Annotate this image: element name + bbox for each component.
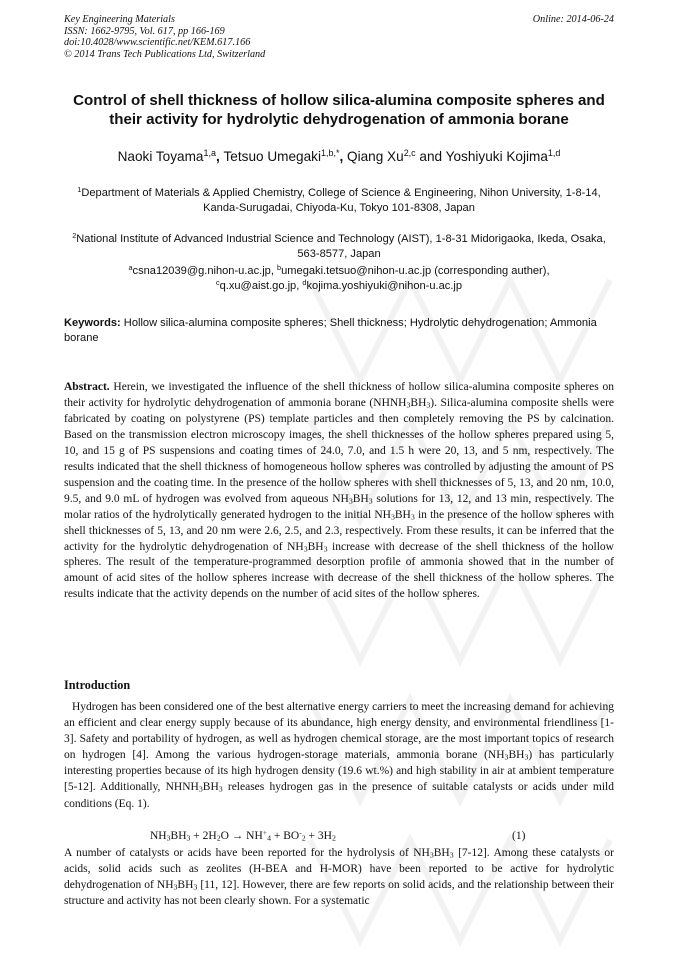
intro-text: [7-12]. Among these catalysts or acids, solid acids such as zeolites (H-BEA and H-MOR) have been reported to be active for hydrolytic dehydrogenation of NH <box>64 847 615 892</box>
author-affiliation-mark: 1,b,* <box>320 148 340 159</box>
intro-text: A number of catalysts or acids have been reported for the hydrolysis of NH <box>64 847 430 859</box>
affiliation-1 <box>64 186 614 216</box>
journal-header <box>64 14 424 60</box>
author-name: Qiang Xu <box>347 149 404 164</box>
author-separator: , <box>339 149 347 164</box>
author-affiliation-mark: 1,a <box>203 148 216 159</box>
affiliation-mark: 1 <box>77 184 82 194</box>
author-list <box>64 148 614 166</box>
author-name: Yoshiyuki Kojima <box>445 149 548 164</box>
author-name: Tetsuo Umegaki <box>223 149 321 164</box>
abstract-text: increase with decrease of the shell thickness of the hollow spheres. The result of the temperature-programmed desorption profile of ammonia showed that in the number of amount of acid sites of the hollow spheres increase with decrease of the shell thickness of the hollow spheres. The results indicate that the activity depends on the number of acid sites of the hollow spheres. <box>64 540 614 601</box>
introduction-paragraph-1: Hydrogen has been considered one of the best alternative energy carriers to meet the increasing demand for achieving an efficient and clear energy supply because of its abundance, high energy density, and environmental friendliness [1-3]. Safety and portability of hydrogen, as well as hydrogen chemical storage, are the most important topics of research on hydrogen [4]. Among the various hydrogen-storage materials, ammonia borane $(NH_3BH_3)$ has particularly interesting properties because of its high hydrogen density (19.6 wt.%) and high stability in air at ambient temperature [5-12]. Additionally, $NHNH_3BH_3$ releases hydrogen gas in the presence of suitable catalysts or acids under mild conditions (Eq. 1). <box>64 701 615 810</box>
keywords-section <box>64 316 614 346</box>
author-name: Naoki Toyama <box>117 149 204 164</box>
abstract-text: solutions for 13, 12, and 13 min, respectively. The molar ratios of the hydrolytically generated hydrogen to the initial NH <box>64 492 614 521</box>
intro-text: [11, 12]. However, there are few reports on solid acids, and the relationship between their structure and activity has not been clearly shown. For a systematic <box>64 879 614 908</box>
author-separator: and <box>415 149 446 164</box>
email-mark: a <box>128 262 133 272</box>
email-c[interactable]: q.xu@aist.go.jp, <box>219 280 300 292</box>
email-a[interactable]: csna12039@g.nihon-u.ac.jp, <box>132 265 274 277</box>
abstract-text: ). Silica-alumina composite shells were fabricated by coating on polystyrene (PS) template particles and then completely removing the PS by calcination. Based on the transmission electron microscopy images, the shell thicknesses of the hollow spheres prepared using 5, 10, and 15 g of PS suspensions and coating times of 24.0, 7.0, and 1.5 h were 20, 13, and 5 nm, respectively. The results indicated that the shell thickness of homogeneous hollow spheres was controlled by adjusting the amount of PS suspension and the coating time. In the presence of the hollow spheres with shell thicknesses of 5, 13, and 20 nm, 10.0, 9.5, and 9.0 mL of hydrogen was evolved from aqueous NH <box>64 396 614 505</box>
equation-number: (1) <box>512 830 526 842</box>
intro-text: releases hydrogen gas in the presence of suitable catalysts or acids under mild conditions (Eq. 1). <box>64 781 615 810</box>
email-mark: c <box>215 277 220 287</box>
author-affiliation-mark: 2,c <box>403 148 416 159</box>
abstract-label: Abstract. <box>64 381 110 393</box>
equation-1: $NH_3BH_3 + 2H_2O \to NH^+_4 + BO^-_2 + 3H_2$ (1) <box>150 827 526 843</box>
copyright-line: © 2014 Trans Tech Publications Ltd, Switzerland <box>64 48 266 60</box>
doi-line: doi:10.4028/www.scientific.net/KEM.617.166 <box>64 37 251 48</box>
affiliation-text: Department of Materials & Applied Chemistry, College of Science & Engineering, Nihon University, 1-8-14, Kanda-Surugadai, Chiyoda-Ku, Tokyo 101-8308, Japan <box>81 187 601 214</box>
email-d[interactable]: kojima.yoshiyuki@nihon-u.ac.jp <box>306 280 463 292</box>
email-mark: d <box>302 277 307 287</box>
abstract-text: in the presence of the hollow spheres with shell thicknesses of 5, 13, and 20 nm were 2.6, 2.5, and 2.3, respectively. From these results, it can be inferred that the activity for the hydrolytic dehydrogenation of NH <box>64 508 614 553</box>
affiliation-2 <box>64 232 614 262</box>
email-mark: b <box>277 262 282 272</box>
keywords-label: Keywords: <box>64 317 121 329</box>
email-list <box>64 264 614 294</box>
journal-name: Key Engineering Materials <box>64 14 175 25</box>
paper-title: Control of shell thickness of hollow silica-alumina composite spheres and their activity for hydrolytic dehydrogenation of ammonia borane <box>73 92 605 128</box>
introduction-paragraph-2: A number of catalysts or acids have been reported for the hydrolysis of $NH_3BH_3$ [7-12]. Among these catalysts or acids, solid acids such as zeolites (H-BEA and H-MOR) have been reported to be active for hydrolytic dehydrogenation of $NH_3BH_3$ [11, 12]. However, there are few reports on solid acids, and the relationship between their structure and activity has not been clearly shown. For a systematic <box>64 847 615 908</box>
author-separator: , <box>215 149 224 164</box>
author-affiliation-mark: 1,d <box>547 148 561 159</box>
affiliation-text: National Institute of Advanced Industrial Science and Technology (AIST), 1-8-31 Midorigaoka, Ikeda, Osaka, 563-8577, Japan <box>76 233 606 260</box>
abstract-section: Abstract. Herein, we investigated the influence of the shell thickness of hollow silica-alumina composite spheres on their activity for hydrolytic dehydrogenation of ammonia borane $(NHNH_3BH_3)$. Silica-alumina composite shells were fabricated by coating on polystyrene (PS) template particles and then completely removing the PS by calcination. Based on the transmission electron microscopy images, the shell thicknesses of the hollow spheres prepared using 5, 10, and 15 g of PS suspensions and coating times of 24.0, 7.0, and 1.5 h were 20, 13, and 5 nm, respectively. The results indicated that the shell thickness of homogeneous hollow spheres was controlled by adjusting the amount of PS suspension and the coating time. In the presence of the hollow spheres with shell thicknesses of 5, 13, and 20 nm, 10.0, 9.5, and 9.0 mL of hydrogen was evolved from aqueous $NH_3BH_3$ solutions for 13, 12, and 13 min, respectively. The molar ratios of the hydrolytically generated hydrogen to the initial $NH_3BH_3$ in the presence of the hollow spheres with shell thicknesses of 5, 13, and 20 nm were 2.6, 2.5, and 2.3, respectively. From these results, it can be inferred that the activity for the hydrolytic dehydrogenation of $NH_3BH_3$ increase with decrease of the shell thickness of the hollow spheres. The result of the temperature-programmed desorption profile of ammonia showed that in the number of amount of acid sites of the hollow spheres increase with decrease of the shell thickness of the hollow spheres. The results indicate that the activity depends on the number of acid sites of the hollow spheres. <box>64 381 614 601</box>
keywords-text: Hollow silica-alumina composite spheres; Shell thickness; Hydrolytic dehydrogenation; Ammonia borane <box>64 317 597 344</box>
intro-text: Hydrogen has been considered one of the best alternative energy carriers to meet the increasing demand for achieving an efficient and clear energy supply because of its abundance, high energy density, and environmental friendliness [1-3]. Safety and portability of hydrogen, as well as hydrogen chemical storage, are the most important topics of research on hydrogen [4]. Among the various hydrogen-storage materials, ammonia borane (NH <box>64 701 614 762</box>
issn-line: ISSN: 1662-9795, Vol. 617, pp 166-169 <box>64 25 225 37</box>
online-date: Online: 2014-06-24 <box>532 14 614 25</box>
introduction-heading: Introduction <box>64 678 131 692</box>
email-b[interactable]: umegaki.tetsuo@nihon-u.ac.jp (corresponding auther), <box>281 265 550 277</box>
intro-text: ) has particularly interesting properties because of its high hydrogen density (19.6 wt.%) and high stability in air at ambient temperature [5-12]. Additionally, NH <box>64 749 614 794</box>
affiliation-mark: 2 <box>72 230 77 240</box>
abstract-text: Herein, we investigated the influence of the shell thickness of hollow silica-alumina composite spheres on their activity for hydrolytic dehydrogenation of ammonia borane (NH <box>64 381 614 409</box>
